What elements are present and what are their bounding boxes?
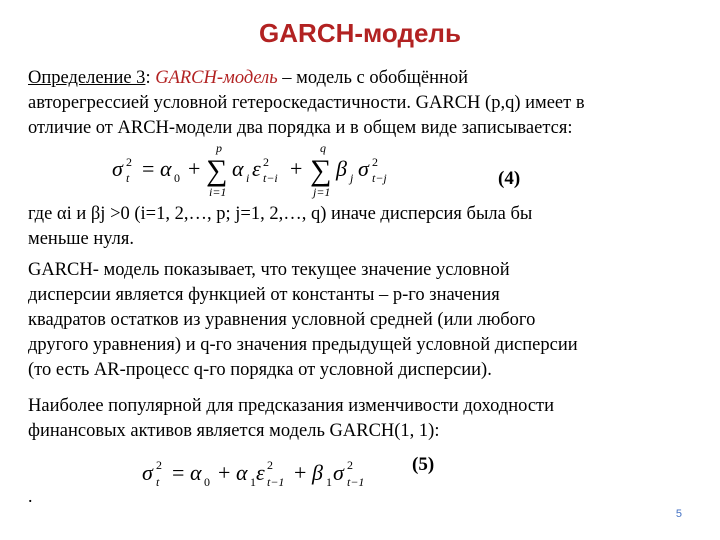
svg-text:2: 2: [126, 155, 132, 169]
sum1-lower-limit: i=1: [209, 185, 227, 199]
svg-text:2: 2: [263, 155, 269, 169]
svg-text:j: j: [350, 171, 354, 185]
svg-text:=: =: [172, 460, 185, 485]
definition-line-1: [28, 66, 700, 91]
popular-paragraph: [28, 394, 700, 444]
trailing-dot: .: [28, 486, 33, 506]
svg-text:2: 2: [156, 458, 162, 472]
formula-5-number: (5): [412, 454, 435, 475]
svg-text:σ: σ: [358, 156, 369, 181]
svg-text:1: 1: [326, 475, 332, 489]
svg-text:α: α: [190, 460, 202, 485]
definition-term: GARCH-модель: [155, 68, 278, 88]
svg-text:1: 1: [250, 475, 256, 489]
svg-text:β: β: [312, 460, 323, 485]
svg-text:2: 2: [372, 155, 378, 169]
svg-text:α: α: [232, 156, 244, 181]
svg-text:α: α: [236, 460, 248, 485]
svg-text:∑: ∑: [310, 154, 332, 187]
svg-text:t: t: [126, 171, 130, 185]
svg-text:+: +: [218, 460, 231, 485]
sum1-upper-limit: p: [216, 142, 222, 155]
popular-line-1: Наиболее популярной для предсказания изменчивости доходности: [28, 396, 555, 416]
definition-colon: :: [145, 68, 151, 88]
svg-text:∑: ∑: [206, 154, 228, 187]
page-number: 5: [675, 508, 682, 520]
svg-text:i: i: [246, 171, 250, 185]
svg-text:2: 2: [347, 458, 353, 472]
conditions-line-2: меньше нуля.: [28, 229, 135, 249]
svg-text:t: t: [156, 475, 160, 489]
svg-text:β: β: [336, 156, 347, 181]
popular-line-2: финансовых активов является модель GARCH(1, 1):: [28, 421, 440, 441]
svg-text:t−1: t−1: [347, 475, 365, 489]
conditions-paragraph: [28, 202, 700, 252]
svg-text:σ: σ: [333, 460, 344, 485]
explanation-line-4: другого уравнения) и q-го значения предыдущей условной дисперсии: [28, 335, 578, 355]
explanation-paragraph: [28, 258, 700, 383]
svg-text:+: +: [290, 156, 303, 181]
explanation-line-3: квадратов остатков из уравнения условной средней (или любого: [28, 310, 536, 330]
garch-pq-formula: [110, 142, 430, 200]
svg-text:t−j: t−j: [372, 171, 387, 185]
explanation-line-1: GARCH- модель показывает, что текущее значение условной: [28, 260, 510, 280]
slide-title: GARCH-модель: [259, 18, 461, 48]
definition-line-2: авторегрессией условной гетероскедастичности. GARCH (p,q) имеет в: [28, 93, 585, 113]
explanation-line-2: дисперсии является функцией от константы – p-го значения: [28, 285, 500, 305]
svg-text:t−i: t−i: [263, 171, 278, 185]
sum2-upper-limit: q: [320, 142, 326, 155]
svg-text:=: =: [142, 156, 155, 181]
svg-text:+: +: [188, 156, 201, 181]
sum2-lower-limit: j=1: [313, 185, 331, 199]
svg-text:0: 0: [174, 171, 180, 185]
svg-text:2: 2: [267, 458, 273, 472]
svg-text:α: α: [160, 156, 172, 181]
definition-line-1-rest: – модель с обобщённой: [277, 68, 469, 88]
svg-text:t−1: t−1: [267, 475, 285, 489]
svg-text:ε: ε: [252, 156, 261, 181]
svg-text:+: +: [294, 460, 307, 485]
svg-text:0: 0: [204, 475, 210, 489]
conditions-line-1: где αi и βj >0 (i=1, 2,…, p; j=1, 2,…, q) иначе дисперсия была бы: [28, 204, 533, 224]
svg-text:σ: σ: [142, 460, 153, 485]
explanation-line-5: (то есть AR-процесс q-го порядка от условной дисперсии).: [28, 360, 492, 380]
garch-11-formula: [140, 452, 390, 492]
svg-text:σ: σ: [112, 156, 123, 181]
formula-4-number: (4): [498, 168, 521, 189]
svg-text:ε: ε: [256, 460, 265, 485]
definition-label: Определение 3: [28, 68, 146, 88]
definition-paragraph: [28, 66, 700, 141]
definition-line-3: отличие от ARCH-модели два порядка и в общем виде записывается:: [28, 118, 573, 138]
